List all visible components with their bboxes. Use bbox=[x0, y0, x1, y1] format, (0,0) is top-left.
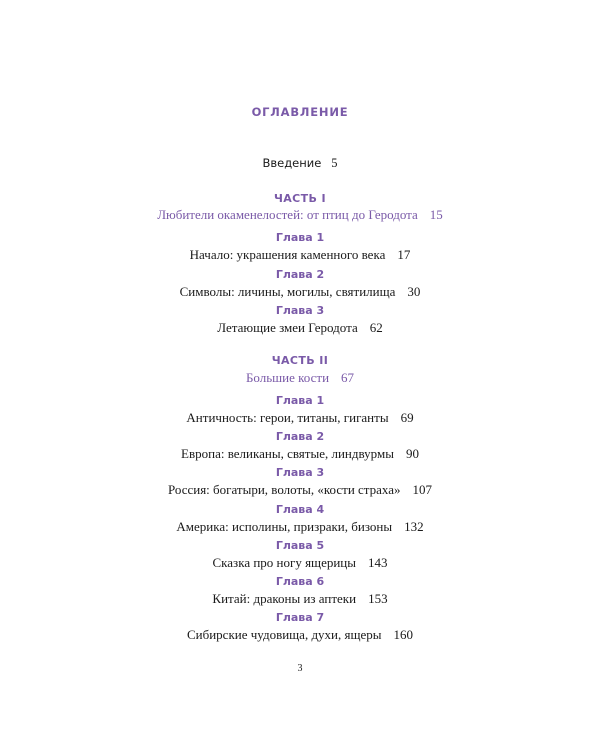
chapter-page-number: 17 bbox=[397, 247, 411, 262]
chapter-title: Античность: герои, титаны, гиганты bbox=[186, 410, 389, 425]
chapter-page-number: 62 bbox=[369, 320, 383, 335]
chapter-title: Сказка про ногу ящерицы bbox=[212, 555, 356, 570]
chapter-page-number: 153 bbox=[368, 591, 388, 606]
chapter-title: Европа: великаны, святые, линдвурмы bbox=[181, 446, 394, 461]
chapter-page-number: 132 bbox=[404, 519, 424, 534]
chapter-title: Россия: богатыри, волоты, «кости страха» bbox=[167, 482, 401, 497]
part-title-entry[interactable] bbox=[0, 370, 600, 386]
chapter-label: Глава 6 bbox=[275, 575, 325, 588]
chapter-entry[interactable] bbox=[0, 320, 600, 336]
chapter-entry[interactable] bbox=[0, 410, 600, 426]
chapter-title: Китай: драконы из аптеки bbox=[212, 591, 357, 606]
chapter-label: Глава 1 bbox=[275, 394, 325, 407]
chapter-title: Америка: исполины, призраки, бизоны bbox=[176, 519, 393, 534]
chapter-label: Глава 2 bbox=[275, 430, 325, 443]
chapter-page-number: 107 bbox=[412, 482, 433, 497]
chapter-label: Глава 1 bbox=[275, 231, 325, 244]
toc-heading: ОГЛАВЛЕНИЕ bbox=[251, 105, 349, 119]
chapter-entry[interactable] bbox=[0, 591, 600, 607]
part-title: Большие кости bbox=[245, 370, 330, 385]
entry-page-number: 5 bbox=[331, 156, 338, 170]
chapter-page-number: 69 bbox=[400, 410, 414, 425]
chapter-entry[interactable] bbox=[0, 627, 600, 643]
chapter-entry[interactable] bbox=[0, 247, 600, 263]
chapter-title: Символы: личины, могилы, святилища bbox=[179, 284, 396, 299]
part-label: ЧАСТЬ I bbox=[273, 192, 327, 205]
chapter-label: Глава 7 bbox=[275, 611, 325, 624]
part-title-entry[interactable] bbox=[0, 207, 600, 223]
chapter-entry[interactable] bbox=[0, 284, 600, 300]
chapter-label: Глава 5 bbox=[275, 539, 325, 552]
chapter-title: Летающие змеи Геродота bbox=[217, 320, 358, 335]
chapter-page-number: 160 bbox=[393, 627, 414, 642]
chapter-entry[interactable] bbox=[0, 446, 600, 462]
part-page-number: 15 bbox=[429, 207, 443, 222]
chapter-label: Глава 4 bbox=[275, 503, 325, 516]
chapter-label: Глава 3 bbox=[275, 466, 325, 479]
part-page-number: 67 bbox=[341, 370, 355, 385]
page-number-folio: 3 bbox=[297, 663, 303, 674]
toc-intro-entry[interactable] bbox=[0, 156, 600, 171]
part-label: ЧАСТЬ II bbox=[271, 354, 329, 367]
chapter-entry[interactable] bbox=[0, 555, 600, 571]
chapter-label: Глава 2 bbox=[275, 268, 325, 281]
chapter-title: Сибирские чудовища, духи, ящеры bbox=[186, 627, 382, 642]
chapter-entry[interactable] bbox=[0, 482, 600, 498]
chapter-page-number: 143 bbox=[368, 555, 388, 570]
chapter-label: Глава 3 bbox=[275, 304, 325, 317]
part-title: Любители окаменелостей: от птиц до Геродота bbox=[157, 207, 418, 222]
chapter-title: Начало: украшения каменного века bbox=[189, 247, 386, 262]
chapter-page-number: 90 bbox=[405, 446, 419, 461]
chapter-page-number: 30 bbox=[407, 284, 421, 299]
chapter-entry[interactable] bbox=[0, 519, 600, 535]
entry-title: Введение bbox=[262, 156, 322, 170]
